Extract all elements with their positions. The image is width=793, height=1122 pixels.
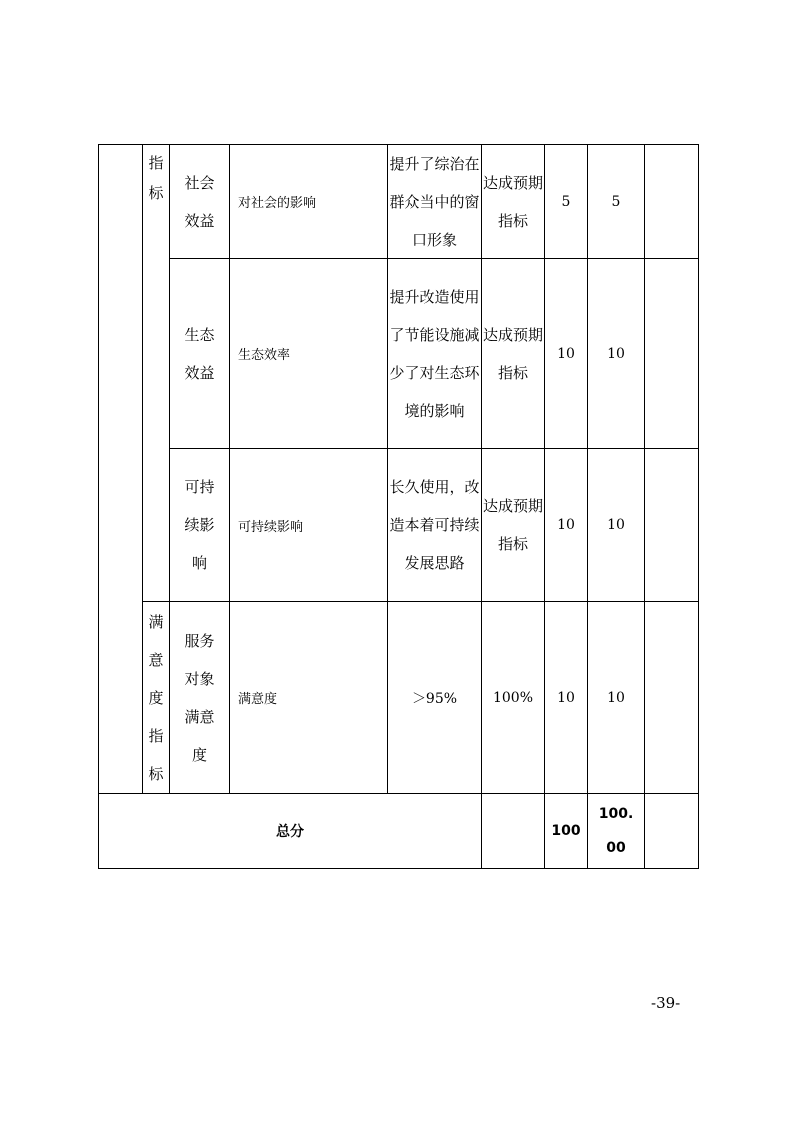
actual-value: 100% bbox=[492, 689, 534, 706]
indicator-cell bbox=[230, 602, 387, 793]
score-cell bbox=[588, 259, 644, 448]
weight-value: 10 bbox=[557, 517, 575, 533]
score-cell bbox=[588, 449, 644, 601]
target-cell bbox=[388, 449, 481, 601]
level3-label: 可持续影响 bbox=[184, 478, 215, 572]
actual-value: 达成预期指标 bbox=[483, 497, 544, 553]
indicator-cell bbox=[230, 259, 387, 448]
remark-cell bbox=[645, 259, 698, 448]
total-score-cell bbox=[588, 794, 644, 868]
target-cell bbox=[388, 602, 481, 793]
score-value: 10 bbox=[607, 517, 625, 533]
level3-cell bbox=[170, 145, 229, 258]
level3-label: 生态效益 bbox=[184, 325, 215, 382]
score-value: 10 bbox=[607, 689, 625, 706]
remark-cell bbox=[645, 449, 698, 601]
total-score: 100.00 bbox=[598, 806, 634, 856]
weight-value: 10 bbox=[557, 689, 575, 706]
level3-cell bbox=[170, 449, 229, 601]
total-weight: 100 bbox=[551, 823, 581, 839]
table-border-left bbox=[98, 144, 99, 869]
actual-cell bbox=[482, 449, 544, 601]
level2-label: 满意度指标 bbox=[148, 612, 164, 783]
level3-cell bbox=[170, 602, 229, 793]
indicator-label: 可持续影响 bbox=[238, 519, 304, 535]
total-label: 总分 bbox=[276, 824, 304, 840]
level2-cell-output-indicator bbox=[143, 145, 169, 210]
actual-value: 达成预期指标 bbox=[483, 325, 544, 382]
level3-cell bbox=[170, 259, 229, 448]
score-value: 5 bbox=[611, 193, 621, 210]
indicator-label: 对社会的影响 bbox=[238, 196, 317, 211]
weight-cell bbox=[545, 259, 587, 448]
indicator-label: 生态效率 bbox=[238, 348, 291, 363]
actual-value: 达成预期指标 bbox=[483, 173, 544, 230]
total-weight-cell bbox=[545, 794, 587, 868]
table-border-bottom bbox=[98, 868, 699, 869]
target-cell bbox=[388, 145, 481, 258]
score-cell bbox=[588, 602, 644, 793]
level3-label: 社会效益 bbox=[184, 173, 215, 230]
weight-cell bbox=[545, 145, 587, 258]
target-value: 提升改造使用了节能设施减少了对生态环境的影响 bbox=[389, 287, 480, 420]
indicator-cell bbox=[230, 449, 387, 601]
target-value: 提升了综治在群众当中的窗口形象 bbox=[389, 154, 480, 249]
target-value: ＞95% bbox=[411, 690, 458, 707]
indicator-label: 满意度 bbox=[238, 692, 278, 707]
weight-cell bbox=[545, 602, 587, 793]
weight-value: 10 bbox=[557, 345, 575, 362]
table-border-right bbox=[698, 144, 699, 869]
level2-cell-satisfaction-indicator bbox=[143, 602, 169, 793]
level2-label: 指标 bbox=[148, 153, 164, 202]
score-value: 10 bbox=[607, 345, 625, 362]
weight-cell bbox=[545, 449, 587, 601]
indicator-cell bbox=[230, 145, 387, 258]
weight-value: 5 bbox=[561, 193, 571, 210]
total-label-cell bbox=[99, 794, 481, 868]
target-value: 长久使用，改造本着可持续发展思路 bbox=[389, 478, 480, 572]
remark-cell bbox=[645, 602, 698, 793]
score-cell bbox=[588, 145, 644, 258]
page-number: -39- bbox=[651, 994, 681, 1012]
remark-cell bbox=[645, 145, 698, 258]
actual-cell bbox=[482, 259, 544, 448]
actual-cell bbox=[482, 145, 544, 258]
level3-label: 服务对象满意度 bbox=[184, 631, 215, 764]
actual-cell bbox=[482, 602, 544, 793]
target-cell bbox=[388, 259, 481, 448]
